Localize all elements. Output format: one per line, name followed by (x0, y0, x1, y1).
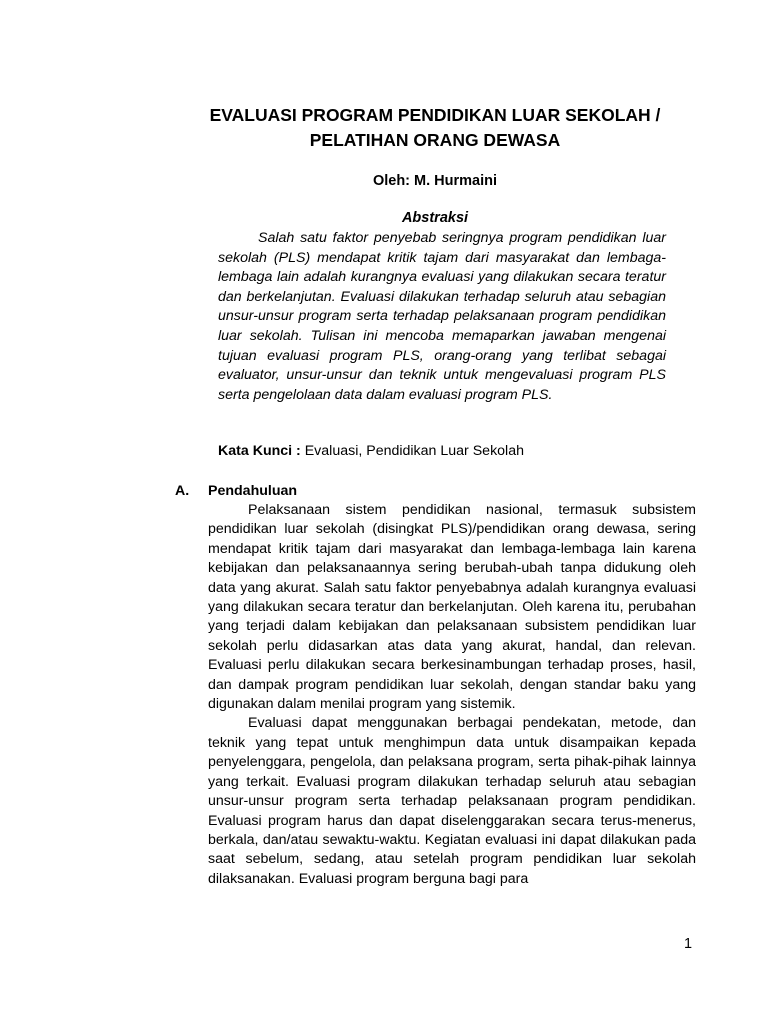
keywords-label: Kata Kunci : (218, 443, 301, 459)
abstract-heading: Abstraksi (401, 210, 469, 226)
document-title (150, 103, 720, 153)
page-number: 1 (684, 936, 693, 952)
keywords-value: Evaluasi, Pendidikan Luar Sekolah (300, 443, 524, 459)
section-marker: A. (175, 483, 190, 499)
abstract-body: Salah satu faktor penyebab seringnya program pendidikan luar sekolah (PLS) mendapat kritik tajam dari masyarakat dan lembaga-lembaga lain adalah kurangnya evaluasi yang dilakukan secara teratur dan berkelanjutan. Evaluasi dilakukan terhadap seluruh atau sebagian unsur-unsur program serta terhadap pelaksanaan program pendidikan luar sekolah. Tulisan ini mencoba memaparkan jawaban mengenai tujuan evaluasi program PLS, orang-orang yang terlibat sebagai evaluator, unsur-unsur dan teknik untuk mengevaluasi program PLS serta pengelolaan data dalam evaluasi program PLS. (218, 230, 666, 403)
author-line: Oleh: M. Hurmaini (372, 173, 498, 189)
title-line-2: PELATIHAN ORANG DEWASA (309, 130, 561, 150)
section-body (208, 501, 696, 889)
section-heading: Pendahuluan (208, 483, 298, 499)
keywords-line (218, 442, 688, 461)
title-line-1: EVALUASI PROGRAM PENDIDIKAN LUAR SEKOLAH / (209, 105, 661, 125)
body-paragraph: Evaluasi dapat menggunakan berbagai pendekatan, metode, dan teknik yang tepat untuk menghimpun data untuk disampaikan kepada penyelenggara, pengelola, dan pelaksana program, serta pihak-pihak lainnya yang terkait. Evaluasi program dilakukan terhadap seluruh atau sebagian unsur-unsur program serta terhadap pelaksanaan program pendidikan. Evaluasi program harus dan dapat diselenggarakan secara terus-menerus, berkala, dan/atau sewaktu-waktu. Kegiatan evaluasi ini dapat dilakukan pada saat sebelum, sedang, atau setelah program pendidikan luar sekolah dilaksanakan. Evaluasi program berguna bagi para (208, 715, 696, 887)
body-paragraph: Pelaksanaan sistem pendidikan nasional, termasuk subsistem pendidikan luar sekolah (disingkat PLS)/pendidikan orang dewasa, sering mendapat kritik tajam dari masyarakat dan lembaga-lembaga lain karena kebijakan dan pelaksanaannya sering berubah-ubah tanpa didukung oleh data yang akurat. Salah satu faktor penyebabnya adalah kurangnya evaluasi yang dilakukan secara teratur dan berkelanjutan. Oleh karena itu, perubahan yang terjadi dalam kebijakan dan pelaksanaan subsistem pendidikan luar sekolah perlu didasarkan atas data yang akurat, handal, dan relevan. Evaluasi perlu dilakukan secara berkesinambungan terhadap proses, hasil, dan dampak program pendidikan luar sekolah, dengan standar baku yang digunakan dalam menilai program yang sistemik. (208, 502, 696, 713)
